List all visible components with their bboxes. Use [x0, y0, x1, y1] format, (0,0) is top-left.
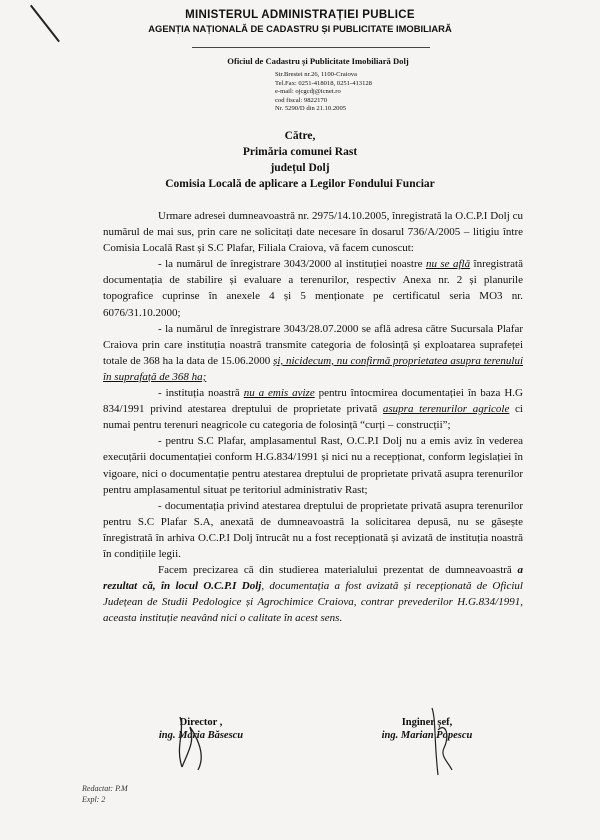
office-address-block — [275, 71, 415, 114]
text-span: - instituția noastră — [158, 387, 244, 400]
agency-title: AGENȚIA NAȚIONALĂ DE CADASTRU ȘI PUBLICITATE IMOBILIARĂ — [148, 23, 452, 34]
recipient-line-3: județul Dolj — [270, 162, 330, 174]
italic-text: , documentația a fost avizată și recepționată de Oficiul Județean de Studii Pedologice și Agrochimice Craiova, contrar prevederilor H.G.834/1991, aceasta instituție neavând nici o calitate în acest sens. — [103, 580, 523, 625]
chief-engineer-signature — [420, 700, 470, 780]
recipient-block — [0, 128, 600, 192]
recipient-line-1: Către, — [284, 130, 316, 142]
copies-count: Expl: 2 — [82, 795, 106, 804]
text-span: ci numai pentru terenuri neagricole cu categoria de folosință “curți – construcții”; — [103, 403, 523, 432]
underlined-text: asupra terenurilor agricole — [382, 403, 510, 416]
paragraph-intro: Urmare adresei dumneavoastră nr. 2975/14.10.2005, înregistrată la O.C.P.I Dolj cu numărul de mai sus, prin care ne solicitați date necesare în dosarul 736/A/2005 – litigiu între Comisia Locală Rast și S.C Plafar, Filiala Craiova, vă facem cunoscut: — [103, 210, 523, 255]
paragraph-point-3 — [103, 385, 523, 433]
underlined-text: și, nicidecum, nu confirmă proprietatea asupra terenului în suprafață de 368 ha; — [103, 354, 523, 383]
paragraph-point-5: - documentația privind atestarea dreptului de proprietate privată asupra terenurilor pentru S.C Plafar S.A, anexată de dumneavoastră la solicitarea depusă, nu se găsește înregistrată în arhiva O.C.P.I Dolj întrucât nu a fost recepționată și avizată de instituția noastră în condițiile legii. — [103, 499, 523, 560]
recipient-line-4: Comisia Locală de aplicare a Legilor Fondului Funciar — [165, 178, 435, 190]
document-number: Nr. 5290/D din 21.10.2005 — [275, 105, 347, 113]
footer-notes — [82, 783, 128, 805]
office-street: Str.Brestei nr.26, 1100-Craiova — [275, 71, 357, 78]
text-span: - la numărul de înregistrare 3043/28.07.2000 se află adresa către Sucursala Plafar Craiova prin care instituția noastră transmite categoria de folosință și exploatarea suprafeței totale de 368 ha la data de 15.06.2000 — [103, 322, 523, 367]
drafted-by: Redactat: P.M — [82, 784, 128, 793]
office-fiscal-code: cod fiscal: 9822170 — [275, 96, 328, 104]
underlined-text: nu se află — [425, 258, 471, 271]
paragraph-point-1 — [103, 256, 523, 320]
underlined-text: nu a emis avize — [243, 387, 315, 400]
paragraph-point-4: - pentru S.C Plafar, amplasamentul Rast, O.C.P.I Dolj nu a emis aviz în vederea execuțării documentației conform H.G.834/1991 și nici nu a recepționat, conform legislației în vigoare, nici o documentație pentru atestarea dreptului de proprietate privată asupra terenurilor pentru amplasamentul situat pe teritoriul administrativ Rast; — [103, 435, 523, 496]
director-title: Director , — [179, 717, 223, 728]
text-span: Facem precizarea că din studierea materialului prezentat de dumneavoastră — [158, 564, 518, 577]
recipient-line-2: Primăria comunei Rast — [242, 146, 358, 158]
ministry-title: MINISTERUL ADMINISTRAȚIEI PUBLICE — [185, 9, 415, 21]
director-name: ing. Maria Băsescu — [158, 730, 244, 741]
paragraph-point-2 — [103, 321, 523, 385]
chief-engineer-title: Inginer șef, — [401, 717, 453, 728]
header-divider — [192, 47, 430, 48]
text-span: pentru întocmirea documentației în baza H.G 834/1991 privind atestarea dreptului de proprietate privată — [103, 387, 523, 416]
text-span: - la numărul de înregistrare 3043/2000 al instituției noastre — [158, 258, 426, 271]
office-email: e-mail: ojcgcdj@icnet.ro — [275, 88, 341, 96]
office-telfax: Tel.Fax: 0251-418018, 0251-413128 — [275, 79, 372, 87]
bold-italic-text: a rezultat că, în locul O.C.P.I Dolj — [103, 564, 523, 593]
letter-body — [103, 208, 523, 626]
text-span: înregistrată documentația de stabilire și evaluare a terenurilor, respectiv Anexa nr. 2 și planurile topografice cuprinse în anexele 4 și 5 menționate pe certificatul seria MO3 nr. 6076/31.10.2000; — [103, 258, 523, 319]
chief-engineer-name: ing. Marian Popescu — [381, 730, 473, 741]
office-name: Oficiul de Cadastru și Publicitate Imobiliară Dolj — [227, 56, 409, 66]
paragraph-conclusion — [103, 562, 523, 626]
director-signature — [160, 712, 220, 772]
